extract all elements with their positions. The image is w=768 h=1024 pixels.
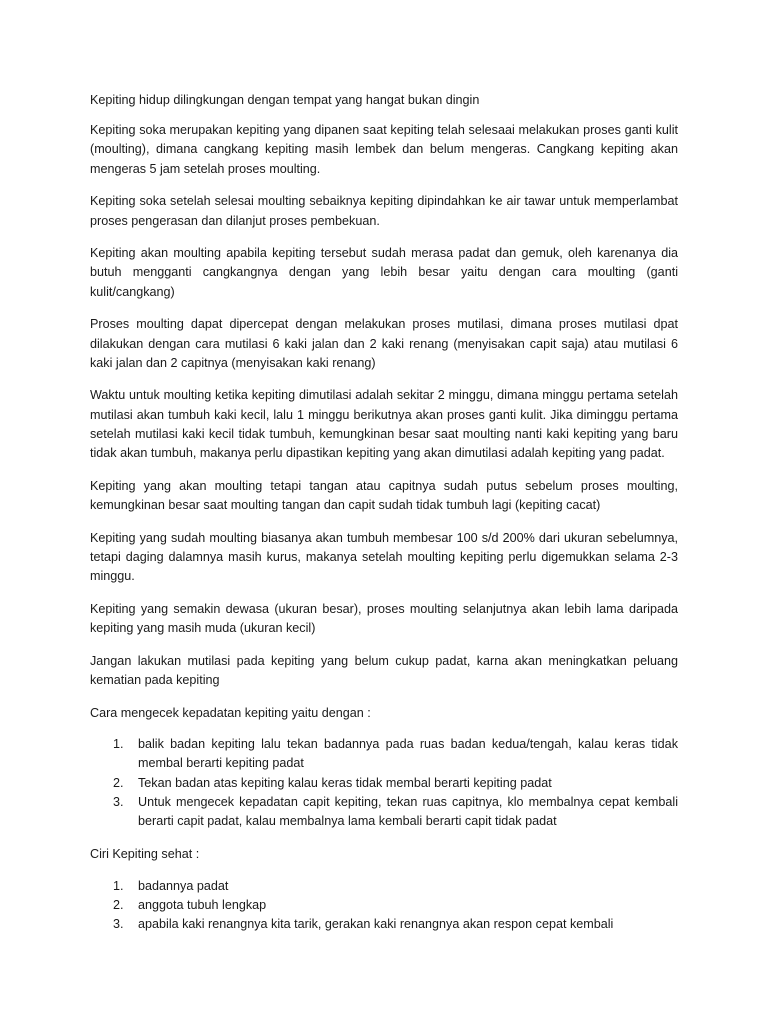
list-item bbox=[90, 793, 678, 831]
list-item bbox=[90, 896, 678, 915]
paragraph-moulting-time: Waktu untuk moulting ketika kepiting dimutilasi adalah sekitar 2 minggu, dimana minggu pertama setelah mutilasi akan tumbuh kaki kecil, lalu 1 minggu berikutnya akan proses ganti kulit. Jika diminggu pertama setelah mutilasi kaki kecil tidak tumbuh, kemungkinan besar saat moulting nanti kaki kepiting yang baru tidak akan tumbuh, makanya perlu dipastikan kepiting yang akan dimutilasi adalah kepiting yang padat. bbox=[90, 388, 678, 461]
list-item bbox=[90, 877, 678, 896]
list-item-text: Tekan badan atas kepiting kalau keras tidak membal berarti kepiting padat bbox=[138, 775, 552, 790]
healthy-crab-heading: Ciri Kepiting sehat : bbox=[90, 847, 200, 862]
density-check-list bbox=[90, 735, 678, 831]
list-item-number: 1. bbox=[113, 879, 124, 893]
list-item bbox=[90, 774, 678, 793]
paragraph-mutilation-process: Proses moulting dapat dipercepat dengan melakukan proses mutilasi, dimana proses mutilasi dpat dilakukan dengan cara mutilasi 6 kaki jalan dan 2 kaki renang (menyisakan capit saja) atau mutilasi 6 kaki jalan dan 2 capitnya (menyisakan kaki renang) bbox=[90, 317, 678, 370]
paragraph-growth: Kepiting yang sudah moulting biasanya akan tumbuh membesar 100 s/d 200% dari ukuran sebelumnya, tetapi daging dalamnya masih kurus, makanya setelah moulting kepiting perlu digemukkan selama 2-3 minggu. bbox=[90, 530, 678, 584]
list-item-number: 2. bbox=[113, 898, 124, 913]
paragraph-habitat: Kepiting hidup dilingkungan dengan tempat yang hangat bukan dingin bbox=[90, 93, 480, 107]
list-item-text: Untuk mengecek kepadatan capit kepiting, tekan ruas capitnya, klo membalnya cepat kembali berarti capit padat, kalau membalnya lama kembali berarti capit tidak padat bbox=[138, 794, 678, 829]
list-item-number: 2. bbox=[113, 775, 124, 790]
paragraph-adult-moulting: Kepiting yang semakin dewasa (ukuran besar), proses moulting selanjutnya akan lebih lama daripada kepiting yang masih muda (ukuran kecil) bbox=[90, 601, 678, 635]
list-item-text: anggota tubuh lengkap bbox=[138, 898, 267, 913]
list-item-number: 3. bbox=[113, 794, 124, 809]
list-item bbox=[90, 735, 678, 773]
paragraph-soft-shell-definition: Kepiting soka merupakan kepiting yang dipanen saat kepiting telah selesaai melakukan proses ganti kulit (moulting), dimana cangkang kepiting masih lembek dan belum mengeras. Cangkang kepiting akan mengeras 5 jam setelah proses moulting. bbox=[90, 123, 678, 176]
list-item bbox=[90, 915, 678, 934]
list-item-number: 1. bbox=[113, 737, 124, 752]
paragraph-moulting-reason: Kepiting akan moulting apabila kepiting tersebut sudah merasa padat dan gemuk, oleh karenanya dia butuh mengganti cangkangnya dengan yang lebih besar yaitu dengan cara moulting (ganti kulit/cangkang) bbox=[90, 246, 678, 299]
paragraph-after-moulting: Kepiting soka setelah selesai moulting sebaiknya kepiting dipindahkan ke air tawar untuk memperlambat proses pengerasan dan dilanjut proses pembekuan. bbox=[90, 194, 678, 228]
paragraph-mutilation-warning: Jangan lakukan mutilasi pada kepiting yang belum cukup padat, karna akan meningkatkan peluang kematian pada kepiting bbox=[90, 653, 678, 687]
list-item-number: 3. bbox=[113, 917, 124, 932]
healthy-crab-list bbox=[90, 877, 678, 935]
list-item-text: badannya padat bbox=[138, 879, 229, 893]
list-item-text: apabila kaki renangnya kita tarik, gerakan kaki renangnya akan respon cepat kembali bbox=[138, 917, 614, 932]
paragraph-density-check-heading: Cara mengecek kepadatan kepiting yaitu dengan : bbox=[90, 705, 371, 720]
paragraph-broken-claws: Kepiting yang akan moulting tetapi tangan atau capitnya sudah putus sebelum proses moulting, kemungkinan besar saat moulting tangan dan capit sudah tidak tumbuh lagi (kepiting cacat) bbox=[90, 478, 678, 512]
list-item-text: balik badan kepiting lalu tekan badannya pada ruas badan kedua/tengah, kalau keras tidak membal berarti kepiting padat bbox=[138, 737, 678, 771]
